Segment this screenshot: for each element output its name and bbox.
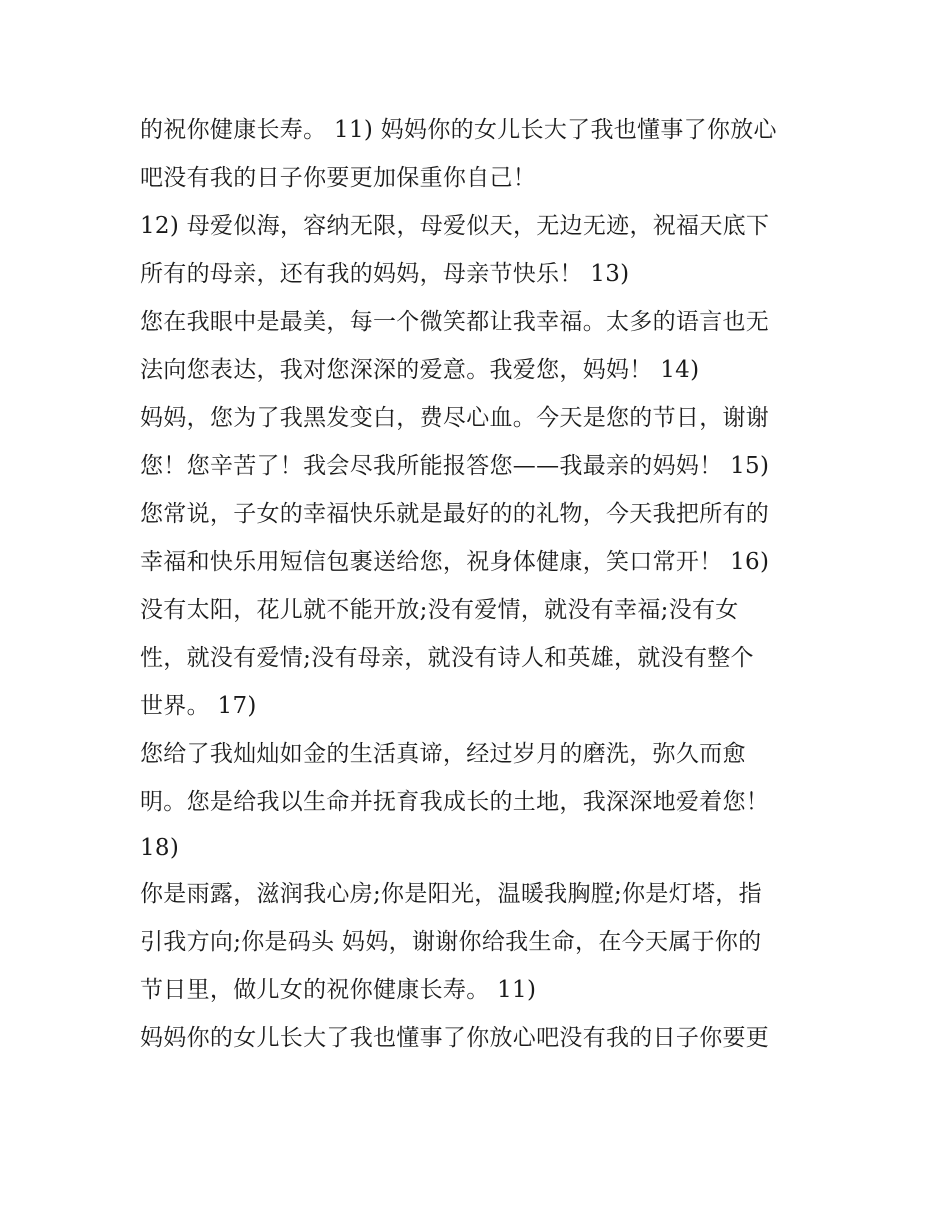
- text-line: 吧没有我的日子你要更加保重你自己！: [140, 165, 537, 191]
- text-line: 没有太阳，花儿就不能开放;没有爱情，就没有幸福;没有女: [140, 597, 739, 623]
- text-line: 18): [140, 835, 180, 861]
- text-line: 性，就没有爱情;没有母亲，就没有诗人和英雄，就没有整个: [140, 645, 754, 671]
- document-body: [140, 106, 830, 1062]
- text-line: 法向您表达，我对您深深的爱意。我爱您，妈妈！ 14): [140, 357, 700, 383]
- text-line: 的祝你健康长寿。 11) 妈妈你的女儿长大了我也懂事了你放心: [140, 117, 777, 143]
- text-line: 引我方向;你是码头 妈妈，谢谢你给我生命，在今天属于你的: [140, 929, 762, 955]
- text-line: 明。您是给我以生命并抚育我成长的土地，我深深地爱着您！: [140, 789, 770, 815]
- text-line: 12) 母爱似海，容纳无限，母爱似天，无边无迹，祝福天底下: [140, 213, 770, 239]
- text-line: 你是雨露，滋润我心房;你是阳光，温暖我胸膛;你是灯塔，指: [140, 881, 762, 907]
- text-line: 所有的母亲，还有我的妈妈，母亲节快乐！ 13): [140, 261, 630, 287]
- text-line: 幸福和快乐用短信包裹送给您，祝身体健康，笑口常开！ 16): [140, 549, 770, 575]
- text-line: 世界。 17): [140, 693, 257, 719]
- text-line: 节日里，做儿女的祝你健康长寿。 11): [140, 977, 537, 1003]
- text-line: 您在我眼中是最美，每一个微笑都让我幸福。太多的语言也无: [140, 309, 770, 335]
- text-line: 您给了我灿灿如金的生活真谛，经过岁月的磨洗，弥久而愈: [140, 741, 746, 767]
- text-line: 妈妈，您为了我黑发变白，费尽心血。今天是您的节日，谢谢: [140, 405, 770, 431]
- text-line: 您！您辛苦了！我会尽我所能报答您——我最亲的妈妈！ 15): [140, 453, 770, 479]
- text-line: 妈妈你的女儿长大了我也懂事了你放心吧没有我的日子你要更: [140, 1025, 770, 1051]
- text-line: 您常说，子女的幸福快乐就是最好的的礼物，今天我把所有的: [140, 501, 770, 527]
